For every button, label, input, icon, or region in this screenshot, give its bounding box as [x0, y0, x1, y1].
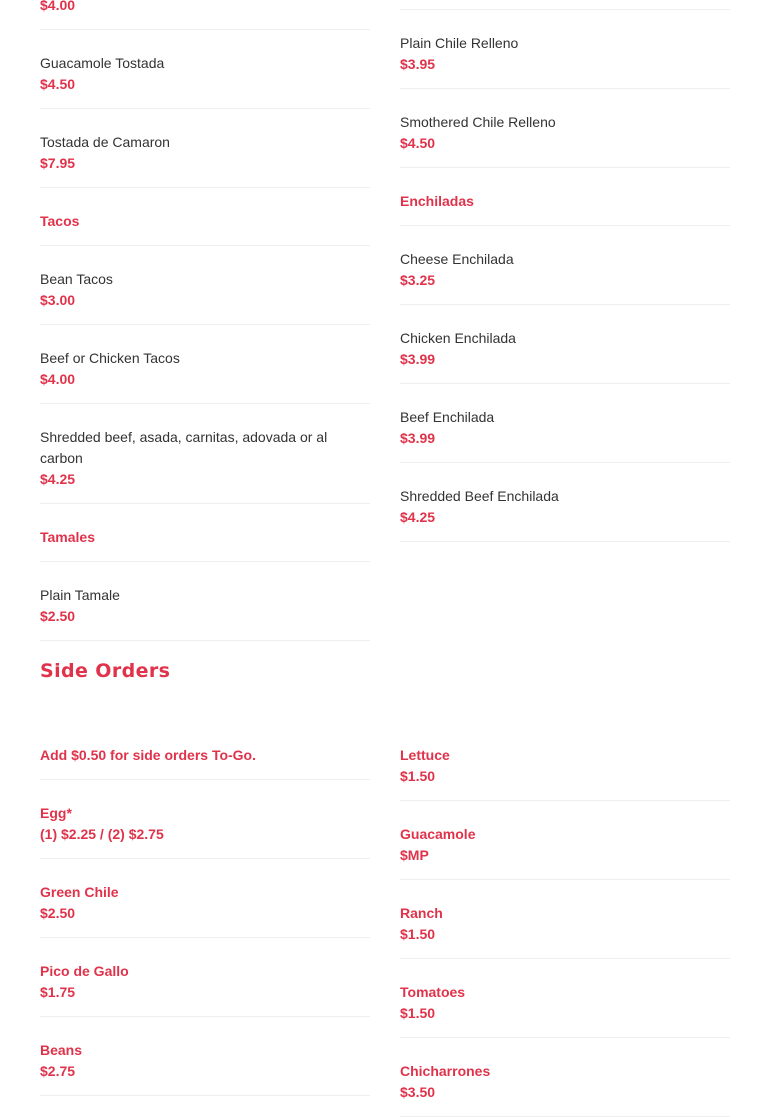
item-name: Tomatoes [400, 984, 466, 1000]
side-order-item [400, 959, 730, 1038]
item-price: $3.25 [400, 272, 436, 288]
menu-item [40, 0, 370, 30]
item-name: Chicken Enchilada [400, 330, 516, 346]
item-name: Shredded beef, asada, carnitas, adovada or al carbon [40, 429, 328, 466]
category-heading [40, 188, 370, 246]
item-name: Tostada de Camaron [40, 134, 170, 150]
side-order-item [40, 859, 370, 938]
menu-item [40, 30, 370, 109]
menu-left-column [40, 0, 370, 641]
side-orders-left-column [40, 722, 370, 1096]
item-name: Cheese Enchilada [400, 251, 514, 267]
item-name: Chicharrones [400, 1063, 491, 1079]
category-title-tacos: Tacos [40, 213, 80, 229]
item-name: Beef or Chicken Tacos [40, 350, 180, 366]
menu-right-column [400, 0, 730, 542]
item-price: $4.50 [40, 76, 76, 92]
menu-item [400, 10, 730, 89]
menu-item [40, 404, 370, 504]
side-order-item [40, 938, 370, 1017]
item-name: Guacamole [400, 826, 476, 842]
menu-item [40, 562, 370, 641]
item-price: $4.50 [400, 135, 436, 151]
item-price: $4.25 [400, 509, 436, 525]
item-price: $3.99 [400, 430, 436, 446]
item-name: Plain Tamale [40, 587, 120, 603]
divider-row [400, 0, 730, 10]
menu-item [400, 89, 730, 168]
item-price: $4.00 [40, 0, 76, 13]
category-title-tamales: Tamales [40, 529, 95, 545]
menu-item [400, 384, 730, 463]
item-price: $3.50 [400, 1084, 436, 1100]
side-order-note [40, 722, 370, 780]
category-title-enchiladas: Enchiladas [400, 193, 474, 209]
item-name: Lettuce [400, 747, 450, 763]
side-order-item [400, 722, 730, 801]
item-price: $2.50 [40, 608, 76, 624]
item-name: Smothered Chile Relleno [400, 114, 556, 130]
item-name: Bean Tacos [40, 271, 113, 287]
menu-item [400, 305, 730, 384]
item-price: (1) $2.25 / (2) $2.75 [40, 826, 164, 842]
item-price: $MP [400, 847, 429, 863]
side-order-item [400, 880, 730, 959]
side-order-item [40, 780, 370, 859]
menu-item [400, 463, 730, 542]
item-price: $2.50 [40, 905, 76, 921]
menu-item [40, 246, 370, 325]
menu-item [40, 325, 370, 404]
item-name: Egg* [40, 805, 72, 821]
item-name: Plain Chile Relleno [400, 35, 519, 51]
to-go-note: Add $0.50 for side orders To-Go. [40, 747, 257, 763]
item-price: $1.50 [400, 768, 436, 784]
item-name: Beef Enchilada [400, 409, 495, 425]
menu-item [40, 109, 370, 188]
item-price: $1.50 [400, 1005, 436, 1021]
category-heading [400, 168, 730, 226]
item-name: Ranch [400, 905, 443, 921]
side-orders-right-column [400, 722, 730, 1117]
item-price: $1.50 [400, 926, 436, 942]
side-order-item [40, 1017, 370, 1096]
item-price: $3.99 [400, 351, 436, 367]
item-price: $2.75 [40, 1063, 76, 1079]
section-title-side-orders: Side Orders [40, 660, 171, 682]
item-name: Shredded Beef Enchilada [400, 488, 559, 504]
menu-item [400, 226, 730, 305]
item-name: Beans [40, 1042, 83, 1058]
category-heading [40, 504, 370, 562]
item-price: $1.75 [40, 984, 76, 1000]
item-name: Guacamole Tostada [40, 55, 165, 71]
item-name: Green Chile [40, 884, 119, 900]
item-price: $4.25 [40, 471, 76, 487]
item-name: Pico de Gallo [40, 963, 129, 979]
item-price: $7.95 [40, 155, 76, 171]
side-order-item [400, 1038, 730, 1117]
item-price: $3.95 [400, 56, 436, 72]
item-price: $4.00 [40, 371, 76, 387]
item-price: $3.00 [40, 292, 76, 308]
side-order-item [400, 801, 730, 880]
